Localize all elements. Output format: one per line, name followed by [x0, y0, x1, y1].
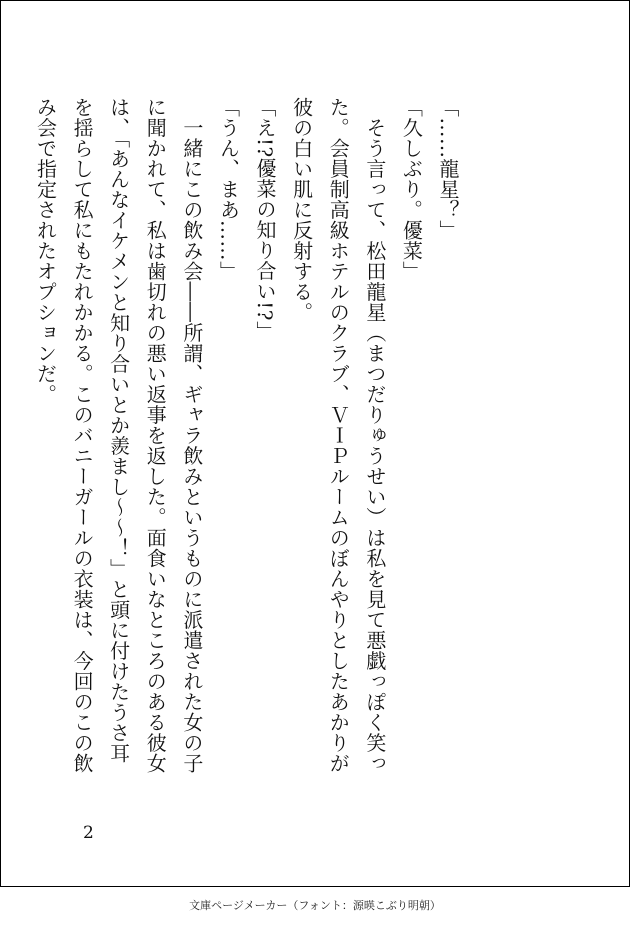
vertical-body-text: [27, 97, 466, 797]
text-line: 「……龍星？」: [436, 97, 460, 241]
text-line: 「久しぶり。優菜」: [399, 97, 424, 282]
text-line: そう言って、松田龍星（まつだりゅうせい）は私を見て悪戯っぽく笑っ: [362, 97, 387, 774]
text-line: た。会員制高級ホテルのクラブ、ＶＩＰルームのぼんやりとしたあかりが: [326, 97, 351, 774]
page-number: 2: [83, 823, 94, 843]
text-line: に聞かれて、私は歯切れの悪い返事を返した。面食いなところのある彼女: [143, 97, 168, 774]
text-line: を揺らして私にもたれかかる。このバニーガールの衣装は、今回のこの飲: [70, 97, 95, 774]
text-line: は、「あんなイケメンと知り合いとか羨まし〜〜！」と頭に付けたうさ耳: [106, 97, 131, 764]
text-line: 彼の白い肌に反射する。: [289, 97, 314, 323]
text-line: 「うん、まあ……」: [216, 97, 241, 282]
text-line: 「え!?優菜の知り合い!?」: [253, 97, 278, 342]
footer-caption: 文庫ページメーカー（フォント：源暎こぶり明朝）: [189, 899, 441, 912]
text-line: み会で指定されたオプションだ。: [33, 97, 58, 405]
text-line: 一緒にこの飲み会――所謂、ギャラ飲みというものに派遣された女の子: [179, 97, 204, 774]
